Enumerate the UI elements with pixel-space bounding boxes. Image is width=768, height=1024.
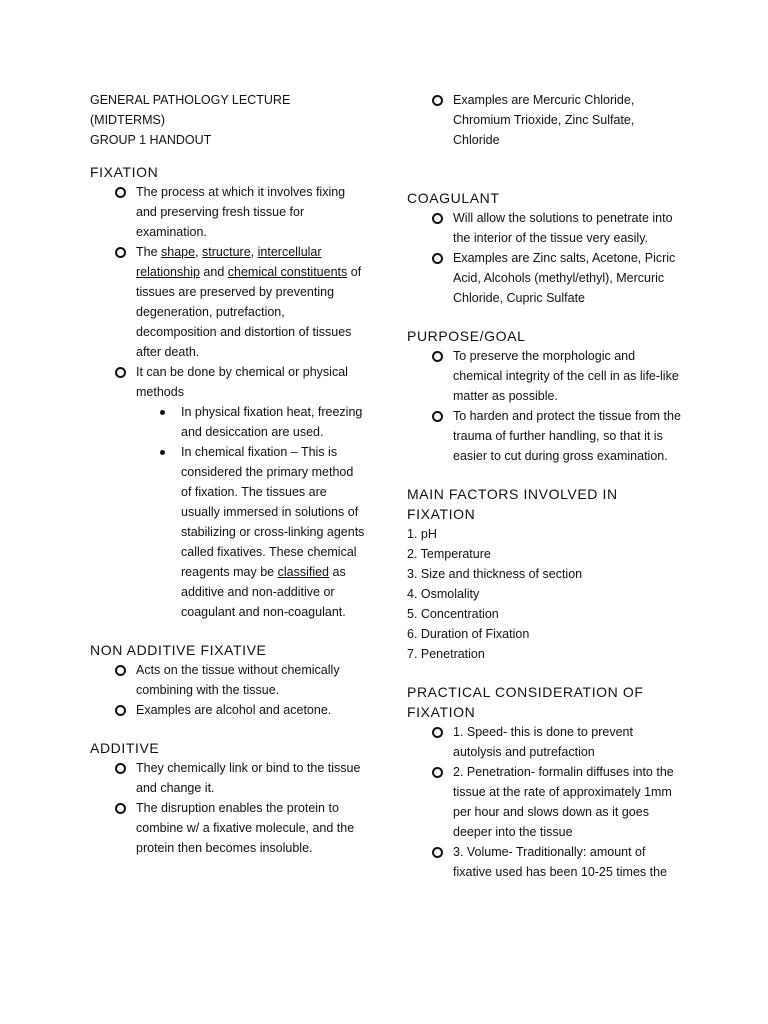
section-title-purpose: PURPOSE/GOAL — [407, 328, 526, 344]
list-item: 4. Osmolality — [407, 587, 480, 601]
disc-bullet-icon — [160, 450, 165, 455]
underlined-term: chemical constituents — [227, 265, 348, 279]
circle-bullet-icon — [432, 727, 443, 738]
underlined-term: classified — [277, 565, 330, 579]
list-item: 5. Concentration — [407, 607, 499, 621]
circle-bullet-icon — [115, 705, 126, 716]
list-item: The disruption enables the protein to combine w/ a fixative molecule, and the protein then becomes insoluble. — [90, 798, 365, 858]
list-item: They chemically link or bind to the tissue and change it. — [90, 758, 365, 798]
list-item: Will allow the solutions to penetrate into the interior of the tissue very easily. — [407, 208, 682, 248]
list-item: 3. Volume- Traditionally: amount of fixative used has been 10-25 times the — [407, 842, 682, 882]
document-subtitle: GROUP 1 HANDOUT — [90, 133, 212, 147]
practical-list — [407, 722, 682, 882]
additive-list — [90, 758, 365, 858]
disc-bullet-icon — [160, 410, 165, 415]
list-item: 2. Penetration- formalin diffuses into the tissue at the rate of approximately 1mm per hour and slows down as it goes deeper into the tissue — [407, 762, 682, 842]
list-item: In chemical fixation – This is considered the primary method of fixation. The tissues are usually immersed in solutions of stabilizing or cross-linking agents called fixatives. These chemical reagents may be classified as additive and non-additive or coagulant and non-coagulant. — [136, 442, 365, 622]
list-item: To harden and protect the tissue from the trauma of further handling, so that it is easier to cut during gross examination. — [407, 406, 682, 466]
underlined-term: intercellular relationship — [136, 245, 322, 279]
section-title-fixation: FIXATION — [90, 164, 159, 180]
purpose-list — [407, 346, 682, 466]
main-factors-list — [407, 524, 682, 664]
list-item: In physical fixation heat, freezing and desiccation are used. — [136, 402, 365, 442]
section-title-practical: PRACTICAL CONSIDERATION OF FIXATION — [407, 684, 644, 720]
circle-bullet-icon — [115, 187, 126, 198]
list-item: Acts on the tissue without chemically combining with the tissue. — [90, 660, 365, 700]
list-item: The shape, structure, intercellular relationship and chemical constituents of tissues are preserved by preventing degeneration, putrefaction, decomposition and distortion of tissues after death. — [90, 242, 365, 362]
circle-bullet-icon — [432, 767, 443, 778]
fixation-method-list — [136, 402, 365, 622]
document-title: GENERAL PATHOLOGY LECTURE (MIDTERMS) — [90, 93, 291, 127]
section-title-non-additive: NON ADDITIVE FIXATIVE — [90, 642, 267, 658]
circle-bullet-icon — [115, 247, 126, 258]
list-item: 3. Size and thickness of section — [407, 567, 583, 581]
circle-bullet-icon — [115, 665, 126, 676]
section-title-additive: ADDITIVE — [90, 740, 160, 756]
list-item: It can be done by chemical or physical methods In physical fixation heat, freezing and desiccation are used. In chemical fixation – This is considered the primary method of fixation. The tissues are usually immersed in solutions of stabilizing or cross-linking agents called fixatives. These chemical reagents may be classified as additive and non-additive or coagulant and non-coagulant. — [90, 362, 365, 622]
list-item: Examples are Zinc salts, Acetone, Picric Acid, Alcohols (methyl/ethyl), Mercuric Chloride, Cupric Sulfate — [407, 248, 682, 308]
circle-bullet-icon — [432, 213, 443, 224]
list-item: 7. Penetration — [407, 647, 485, 661]
circle-bullet-icon — [432, 847, 443, 858]
right-column — [407, 90, 682, 882]
list-item: 1. pH — [407, 527, 437, 541]
list-item: Examples are alcohol and acetone. — [90, 700, 365, 720]
coagulant-list — [407, 208, 682, 308]
additive-examples-list — [407, 90, 682, 150]
circle-bullet-icon — [115, 763, 126, 774]
circle-bullet-icon — [432, 351, 443, 362]
list-item: To preserve the morphologic and chemical integrity of the cell in as life-like matter as possible. — [407, 346, 682, 406]
list-item: 2. Temperature — [407, 547, 491, 561]
circle-bullet-icon — [432, 95, 443, 106]
circle-bullet-icon — [432, 253, 443, 264]
left-column — [90, 90, 365, 858]
underlined-term: shape — [161, 245, 196, 259]
list-item: 1. Speed- this is done to prevent autolysis and putrefaction — [407, 722, 682, 762]
underlined-term: structure — [202, 245, 251, 259]
list-item: Examples are Mercuric Chloride, Chromium Trioxide, Zinc Sulfate, Chloride — [407, 90, 682, 150]
circle-bullet-icon — [115, 367, 126, 378]
section-title-main-factors: MAIN FACTORS INVOLVED IN FIXATION — [407, 486, 618, 522]
list-item: The process at which it involves fixing and preserving fresh tissue for examination. — [90, 182, 365, 242]
fixation-list — [90, 182, 365, 622]
list-item: 6. Duration of Fixation — [407, 627, 530, 641]
section-title-coagulant: COAGULANT — [407, 190, 500, 206]
circle-bullet-icon — [115, 803, 126, 814]
circle-bullet-icon — [432, 411, 443, 422]
non-additive-list — [90, 660, 365, 720]
